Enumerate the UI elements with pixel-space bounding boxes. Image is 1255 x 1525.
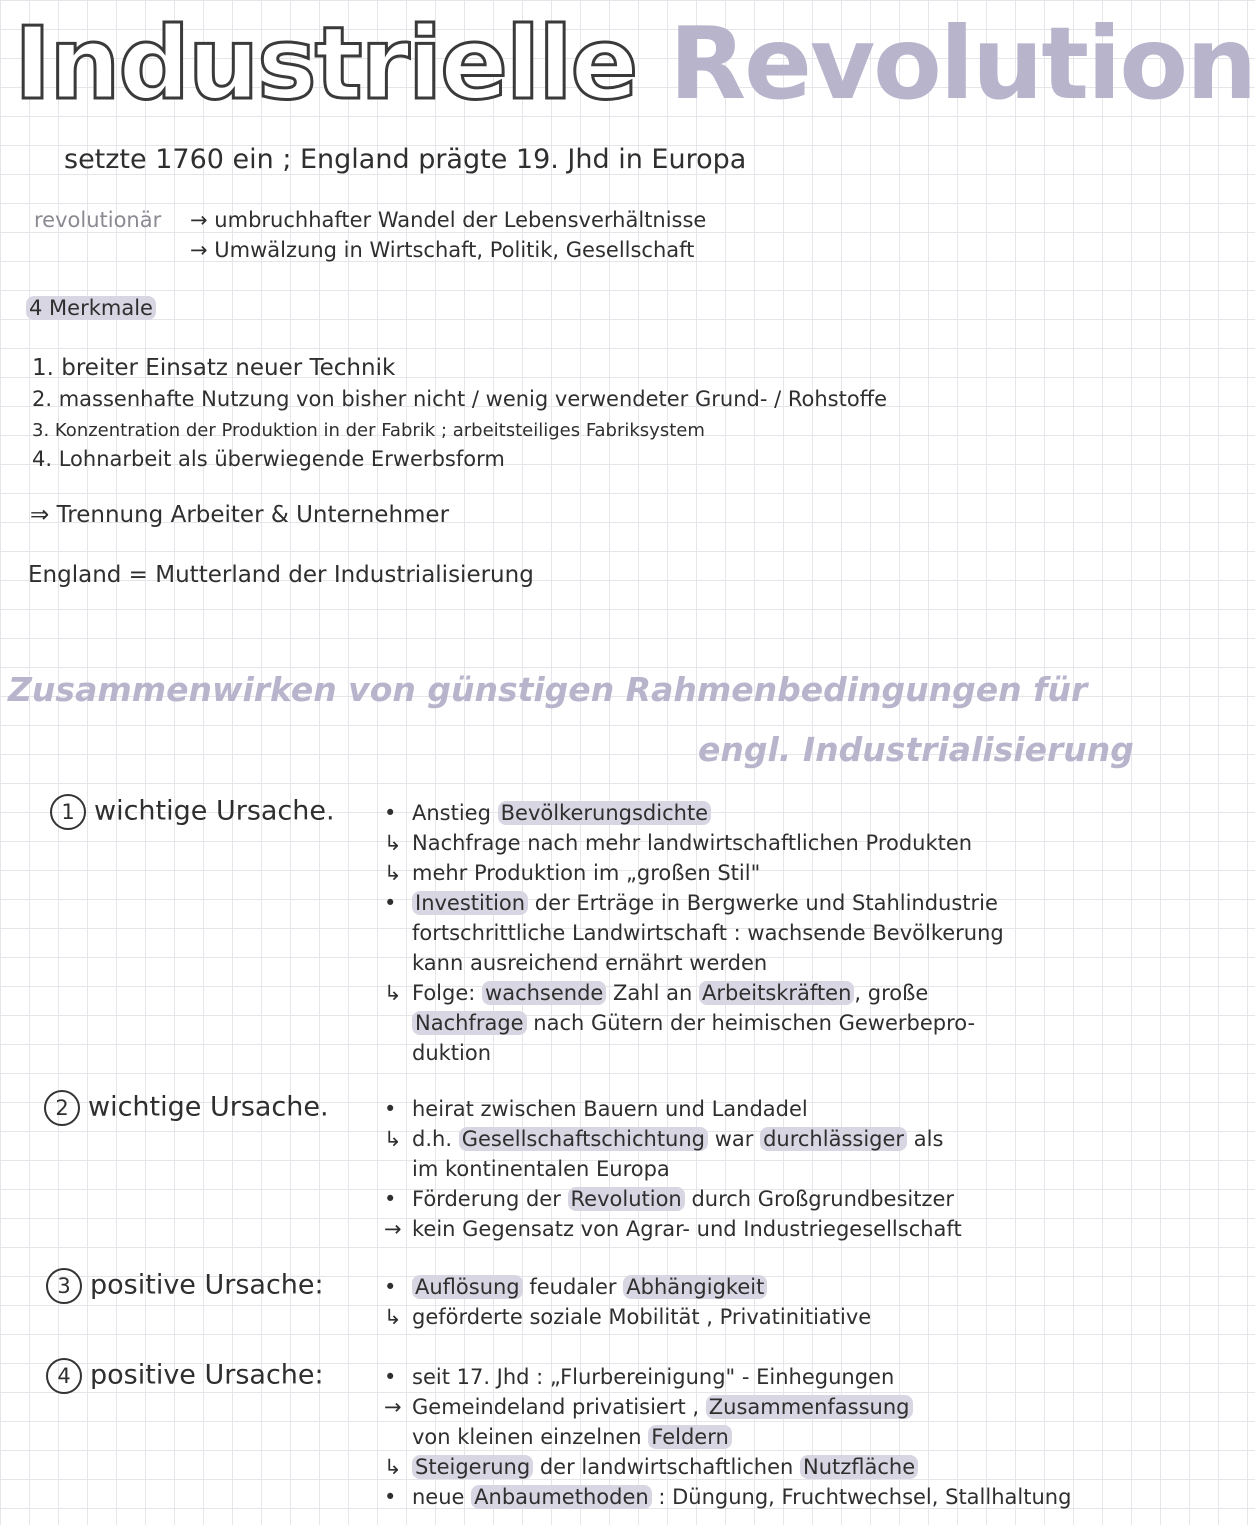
ursache-1-label: 1 wichtige Ursache.: [50, 794, 335, 830]
curve-arrow-icon: ↳: [384, 1305, 402, 1329]
merkmal-item: 4. Lohnarbeit als überwiegende Erwerbsform: [32, 447, 505, 471]
list-item: Nachfrage nach Gütern der heimischen Gewerbepro-: [384, 1008, 1074, 1038]
double-arrow-icon: ⇒: [30, 502, 50, 528]
ursache-4-label: 4 positive Ursache:: [46, 1358, 324, 1394]
list-item: • Anstieg Bevölkerungsdichte: [384, 798, 1074, 828]
list-item: • heirat zwischen Bauern und Landadel: [384, 1097, 808, 1121]
title-part1: Industrielle: [14, 5, 637, 122]
arrow-icon: →: [384, 1217, 402, 1241]
merkmale-label: 4 Merkmale: [26, 296, 156, 320]
merkmal-item: 1. breiter Einsatz neuer Technik: [32, 355, 396, 381]
arrow-icon: →: [190, 208, 208, 232]
merkmal-item: 3. Konzentration der Produktion in der Fabrik ; arbeitsteiliges Fabriksystem: [32, 420, 705, 441]
ursache-4-details: [384, 1362, 1074, 1512]
ursache-2-details: [384, 1094, 1074, 1244]
list-item: → Gemeindeland privatisiert , Zusammenfassung: [384, 1392, 1074, 1422]
list-item: ↳ geförderte soziale Mobilität , Privatinitiative: [384, 1302, 1074, 1332]
list-item: ↳ Folge: wachsende Zahl an Arbeitskräften , große: [384, 978, 1074, 1008]
list-item: von kleinen einzelnen Feldern: [384, 1422, 1074, 1452]
curve-arrow-icon: ↳: [384, 861, 402, 885]
ursache-1-details: [384, 798, 1074, 1068]
revolutionaer-line-1: → umbruchhafter Wandel der Lebensverhältnisse: [190, 208, 707, 232]
subtitle-line-1: Zusammenwirken von günstigen Rahmenbedingungen für: [8, 670, 1088, 709]
list-item: • Auflösung feudaler Abhängigkeit: [384, 1272, 1074, 1302]
ursache-2-label: 2 wichtige Ursache.: [44, 1090, 329, 1126]
curve-arrow-icon: ↳: [384, 831, 402, 855]
list-item: fortschrittliche Landwirtschaft : wachsende Bevölkerung: [412, 921, 1004, 945]
curve-arrow-icon: ↳: [384, 1455, 402, 1479]
merkmal-result: ⇒ Trennung Arbeiter & Unternehmer: [30, 502, 450, 528]
list-item: duktion: [412, 1041, 492, 1065]
revolutionaer-label: revolutionär: [34, 208, 162, 232]
list-item: ↳ mehr Produktion im „großen Stil": [384, 858, 1074, 888]
list-item: • Förderung der Revolution durch Großgrundbesitzer: [384, 1187, 955, 1211]
intro-line: setzte 1760 ein ; England prägte 19. Jhd in Europa: [64, 144, 747, 175]
ursache-3-label: 3 positive Ursache:: [46, 1268, 324, 1304]
england-line: England = Mutterland der Industrialisierung: [28, 562, 534, 588]
list-item: ↳ Nachfrage nach mehr landwirtschaftlichen Produkten: [384, 828, 1074, 858]
subtitle-line-2: engl. Industrialisierung: [698, 730, 1134, 769]
ursache-3-details: [384, 1272, 1074, 1332]
arrow-icon: →: [190, 238, 208, 262]
title-part2: Revolution: [669, 5, 1255, 122]
list-item: im kontinentalen Europa: [412, 1157, 670, 1181]
list-item: • neue Anbaumethoden : Düngung, Fruchtwechsel, Stallhaltung: [384, 1485, 1072, 1509]
page-title: [14, 4, 1255, 124]
list-item: ↳ Steigerung der landwirtschaftlichen Nutzfläche: [384, 1452, 1074, 1482]
arrow-icon: →: [384, 1395, 402, 1419]
curve-arrow-icon: ↳: [384, 1127, 402, 1151]
list-item: kann ausreichend ernährt werden: [412, 951, 768, 975]
merkmal-item: 2. massenhafte Nutzung von bisher nicht / wenig verwendeter Grund- / Rohstoffe: [32, 387, 888, 411]
list-item: • seit 17. Jhd : „Flurbereinigung" - Einhegungen: [384, 1365, 895, 1389]
list-item: → kein Gegensatz von Agrar- und Industriegesellschaft: [384, 1214, 1074, 1244]
list-item: ↳ d.h. Gesellschaftschichtung war durchlässiger als: [384, 1124, 1074, 1154]
curve-arrow-icon: ↳: [384, 981, 402, 1005]
revolutionaer-line-2: → Umwälzung in Wirtschaft, Politik, Gesellschaft: [190, 238, 695, 262]
list-item: • Investition der Erträge in Bergwerke und Stahlindustrie: [384, 891, 998, 915]
